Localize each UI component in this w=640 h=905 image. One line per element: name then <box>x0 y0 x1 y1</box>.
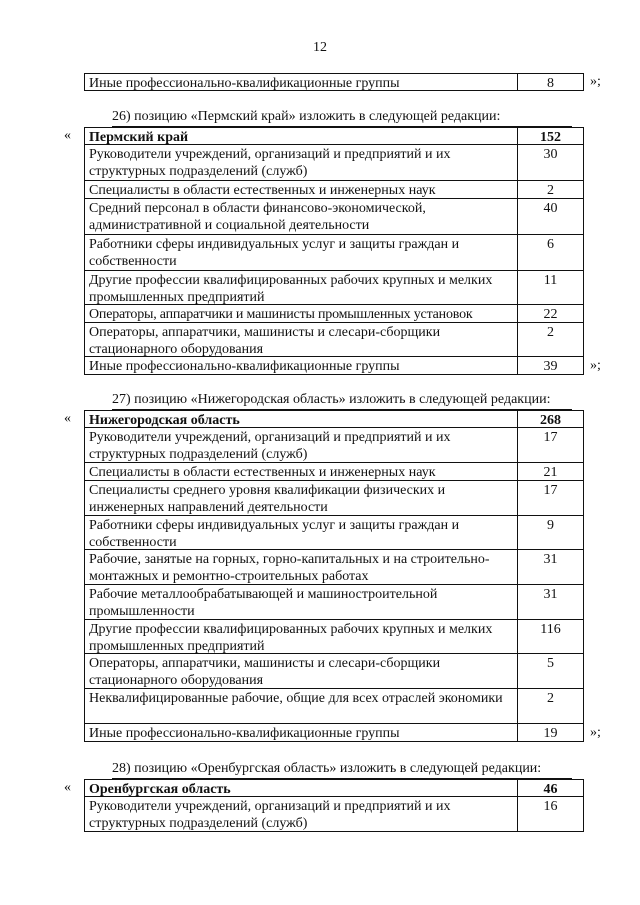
table-row <box>84 271 584 305</box>
row-label: Операторы, аппаратчики, машинисты и слесари-сборщики стационарного оборудования <box>84 654 518 689</box>
table-row <box>84 620 584 654</box>
page-number: 12 <box>313 40 327 55</box>
table-row <box>84 463 584 481</box>
row-label: Операторы, аппаратчики и машинисты промышленных установок <box>84 305 518 323</box>
closing-quote: »; <box>590 74 601 89</box>
row-label: Руководители учреждений, организаций и предприятий и их структурных подразделений (служб) <box>84 145 518 181</box>
table-row <box>84 357 584 375</box>
table-row <box>84 689 584 724</box>
section-intro: 27) позицию «Нижегородская область» изложить в следующей редакции: <box>112 392 572 410</box>
row-label: Другие профессии квалифицированных рабочих крупных и мелких промышленных предприятий <box>84 620 518 654</box>
table-row <box>84 516 584 550</box>
opening-quote: « <box>64 411 71 426</box>
row-value: 116 <box>518 620 584 654</box>
table-row <box>84 779 584 797</box>
row-value: 39 <box>518 357 584 375</box>
table-row <box>84 410 584 428</box>
region-total: 46 <box>518 779 584 797</box>
table-row <box>84 181 584 199</box>
row-value: 2 <box>518 323 584 357</box>
row-value: 17 <box>518 481 584 516</box>
table-row <box>84 481 584 516</box>
table-row <box>84 550 584 585</box>
row-value: 9 <box>518 516 584 550</box>
table-row <box>84 724 584 742</box>
row-label: Руководители учреждений, организаций и предприятий и их структурных подразделений (служб) <box>84 797 518 832</box>
region-total: 152 <box>518 127 584 145</box>
row-label: Иные профессионально-квалификационные группы <box>84 73 518 91</box>
row-label: Руководители учреждений, организаций и предприятий и их структурных подразделений (служб) <box>84 428 518 463</box>
table-row <box>84 797 584 832</box>
row-value: 6 <box>518 235 584 271</box>
row-value: 30 <box>518 145 584 181</box>
row-label: Неквалифицированные рабочие, общие для всех отраслей экономики <box>84 689 518 724</box>
table-row <box>84 73 584 91</box>
row-value: 19 <box>518 724 584 742</box>
row-label: Специалисты среднего уровня квалификации физических и инженерных направлений деятельности <box>84 481 518 516</box>
row-value: 11 <box>518 271 584 305</box>
region-total: 268 <box>518 410 584 428</box>
region-name: Нижегородская область <box>84 410 518 428</box>
opening-quote: « <box>64 780 71 795</box>
row-label: Работники сферы индивидуальных услуг и защиты граждан и собственности <box>84 235 518 271</box>
closing-quote: »; <box>590 358 601 373</box>
row-label: Операторы, аппаратчики, машинисты и слесари-сборщики стационарного оборудования <box>84 323 518 357</box>
table-row <box>84 428 584 463</box>
row-value: 21 <box>518 463 584 481</box>
region-name: Пермский край <box>84 127 518 145</box>
table-row <box>84 323 584 357</box>
row-value: 2 <box>518 181 584 199</box>
row-value: 40 <box>518 199 584 235</box>
row-label: Иные профессионально-квалификационные группы <box>84 357 518 375</box>
table-row <box>84 654 584 689</box>
row-value: 8 <box>518 73 584 91</box>
row-label: Иные профессионально-квалификационные группы <box>84 724 518 742</box>
row-label: Специалисты в области естественных и инженерных наук <box>84 463 518 481</box>
table-row <box>84 145 584 181</box>
row-label: Другие профессии квалифицированных рабочих крупных и мелких промышленных предприятий <box>84 271 518 305</box>
table-row <box>84 235 584 271</box>
table-row <box>84 127 584 145</box>
row-value: 31 <box>518 550 584 585</box>
row-value: 17 <box>518 428 584 463</box>
row-label: Специалисты в области естественных и инженерных наук <box>84 181 518 199</box>
table-row <box>84 585 584 620</box>
row-label: Средний персонал в области финансово-экономической, административной и социальной деятельности <box>84 199 518 235</box>
row-label: Работники сферы индивидуальных услуг и защиты граждан и собственности <box>84 516 518 550</box>
row-label: Рабочие, занятые на горных, горно-капитальных и на строительно-монтажных и ремонтно-строительных работах <box>84 550 518 585</box>
section-intro: 26) позицию «Пермский край» изложить в следующей редакции: <box>112 109 572 127</box>
table-row <box>84 305 584 323</box>
row-value: 5 <box>518 654 584 689</box>
table-row <box>84 199 584 235</box>
region-name: Оренбургская область <box>84 779 518 797</box>
row-value: 16 <box>518 797 584 832</box>
row-label: Рабочие металлообрабатывающей и машиностроительной промышленности <box>84 585 518 620</box>
section-intro: 28) позицию «Оренбургская область» изложить в следующей редакции: <box>112 761 572 779</box>
row-value: 2 <box>518 689 584 724</box>
row-value: 22 <box>518 305 584 323</box>
opening-quote: « <box>64 128 71 143</box>
closing-quote: »; <box>590 725 601 740</box>
row-value: 31 <box>518 585 584 620</box>
